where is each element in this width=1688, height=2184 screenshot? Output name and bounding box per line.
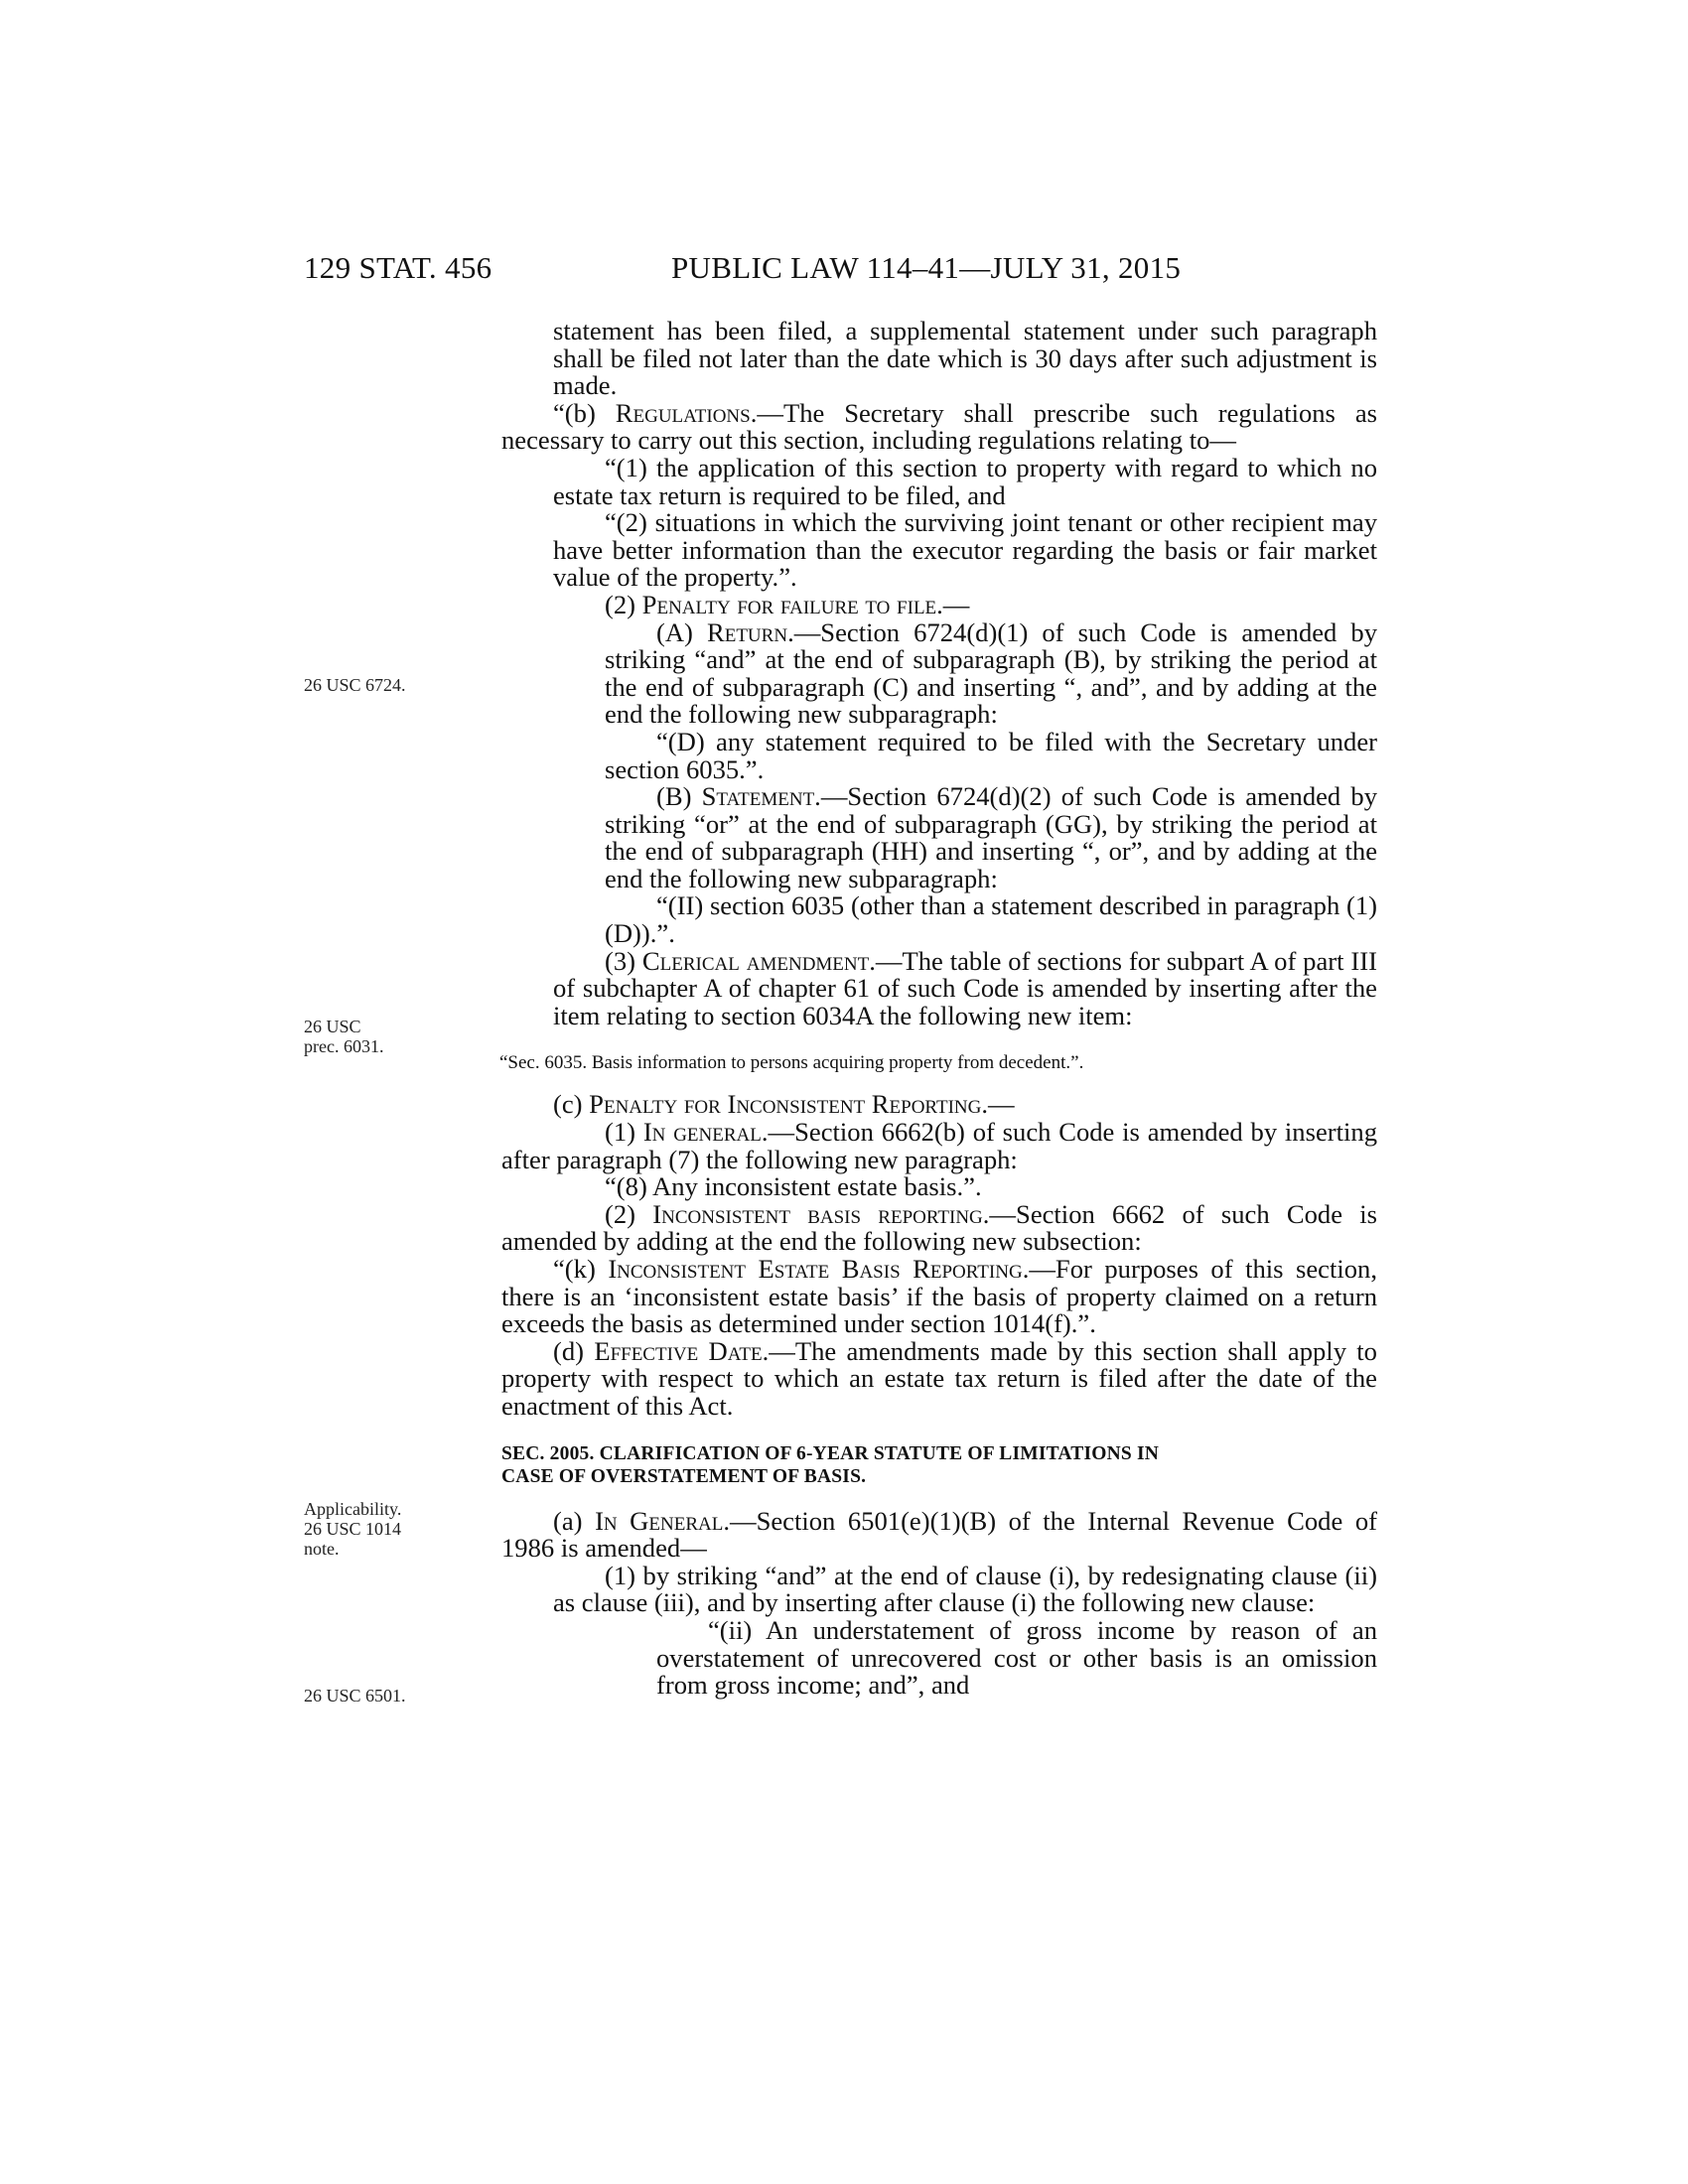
section-2005-heading — [501, 1442, 1377, 1488]
margin-note-line: prec. 6031. — [304, 1036, 384, 1056]
paragraph-b2: “(2) situations in which the surviving joint tenant or other recipient may have better information than the executor regarding the basis or fair market value of the property.”. — [553, 507, 1377, 593]
paragraph-8-inserted: “(8) Any inconsistent estate basis.”. — [605, 1171, 982, 1202]
paragraph-c1-in-general — [501, 1119, 1377, 1173]
paragraph-text: .—The amendments made by this section shall apply to property with respect to which an estate tax return is filed after the date of the enactment of this Act. — [501, 1335, 1377, 1421]
subsection-k-inserted — [501, 1256, 1377, 1338]
paragraph-label: (B) — [656, 781, 702, 812]
paragraph-heading: Clerical amendment — [641, 945, 870, 976]
subsection-d-effective-date — [501, 1335, 1377, 1421]
subsection-c-penalty — [501, 1091, 1377, 1119]
subparagraph-b-statement — [501, 783, 1377, 892]
paragraph-text: .—Section 6501(e)(1)(B) of the Internal Revenue Code of 1986 is amended— — [501, 1505, 1377, 1564]
paragraph-label: (a) — [553, 1505, 596, 1536]
paragraph-c2-inconsistent — [501, 1198, 1377, 1257]
subsection-a-in-general — [501, 1505, 1377, 1564]
paragraph-text: .—Section 6662(b) of such Code is amended by inserting after paragraph (7) the following new paragraph: — [501, 1117, 1377, 1174]
paragraph-text: .—Section 6724(d)(1) of such Code is amended by striking “and” at the end of subparagraph (B), by striking the period at the end of subparagraph (C) and inserting “, and”, and by adding at the end the following new subparagraph: — [605, 616, 1377, 730]
paragraph-label: (c) — [553, 1089, 590, 1120]
continuation-paragraph: statement has been filed, a supplemental statement under such paragraph shall be filed not later than the date which is 30 days after such adjustment is made. — [553, 316, 1377, 401]
margin-note-line: note. — [304, 1539, 340, 1559]
stat-page-reference: 129 STAT. 456 — [304, 250, 492, 285]
paragraph-label: “(b) — [553, 397, 616, 428]
subparagraph-d-inserted: “(D) any statement required to be filed with the Secretary under section 6035.”. — [605, 726, 1377, 784]
paragraph-heading: In general — [642, 1117, 762, 1148]
paragraph-label: (3) — [605, 945, 642, 976]
margin-note-line: 26 USC — [304, 1017, 361, 1036]
paragraph-2-penalty — [501, 589, 1377, 619]
margin-note-usc-prec-6031 — [304, 1017, 453, 1056]
paragraph-label: (A) — [656, 616, 707, 647]
section-heading-line: CASE OF OVERSTATEMENT OF BASIS. — [501, 1465, 867, 1487]
paragraph-heading: Penalty for Inconsistent Reporting — [589, 1089, 982, 1120]
paragraph-heading: Statement — [701, 781, 815, 812]
paragraph-heading: Effective Date — [594, 1335, 763, 1366]
page-header — [304, 250, 1386, 290]
paragraph-text: .—The Secretary shall prescribe such regulations as necessary to carry out this section, including regulations relating to— — [501, 397, 1377, 456]
subsection-b-regulations — [501, 397, 1377, 456]
running-head-law-title: PUBLIC LAW 114–41—JULY 31, 2015 — [671, 250, 1182, 285]
paragraph-b1: “(1) the application of this section to property with regard to which no estate tax return is required to be filed, and — [553, 452, 1377, 510]
margin-note-applicability — [304, 1499, 453, 1559]
paragraph-label: (d) — [553, 1335, 595, 1366]
margin-note-line: 26 USC 1014 — [304, 1519, 402, 1539]
paragraph-text: .—The table of sections for subpart A of part III of subchapter A of chapter 61 of such Code is amended by inserting after the item relating to section 6034A the following new item: — [553, 945, 1377, 1030]
statute-text-column — [501, 318, 1377, 1700]
margin-note-line: Applicability. — [304, 1499, 402, 1519]
paragraph-heading: Inconsistent Estate Basis Reporting — [608, 1254, 1023, 1284]
paragraph-text: .—Section 6662 of such Code is amended by adding at the end the following new subsection: — [501, 1198, 1377, 1257]
paragraph-a1: (1) by striking “and” at the end of clause (i), by redesignating clause (ii) as clause (iii), and by inserting after clause (i) the following new clause: — [553, 1560, 1377, 1618]
paragraph-heading: Return — [706, 616, 788, 647]
paragraph-text: .—For purposes of this section, there is an ‘inconsistent estate basis’ if the basis of property claimed on a return exceeds the basis as determined under section 1014(f).”. — [501, 1254, 1377, 1339]
paragraph-label: (1) — [605, 1117, 643, 1148]
paragraph-text: .— — [936, 589, 970, 619]
margin-note-usc-6724: 26 USC 6724. — [304, 675, 406, 695]
section-heading-line: SEC. 2005. CLARIFICATION OF 6-YEAR STATUTE OF LIMITATIONS IN — [501, 1442, 1160, 1464]
paragraph-heading: In General — [595, 1505, 724, 1536]
subparagraph-a-return — [501, 616, 1377, 730]
paragraph-3-clerical — [501, 945, 1377, 1030]
paragraph-heading: Inconsistent basis reporting — [652, 1198, 983, 1229]
margin-note-usc-6501: 26 USC 6501. — [304, 1686, 406, 1706]
table-of-sections-item: “Sec. 6035. Basis information to persons acquiring property from decedent.”. — [499, 1052, 1084, 1074]
paragraph-label: “(k) — [553, 1254, 609, 1284]
paragraph-text: .—Section 6724(d)(2) of such Code is amended by striking “or” at the end of subparagraph (GG), by striking the period at the end of subparagraph (HH) and inserting “, or”, and by adding at the end the following new subparagraph: — [605, 781, 1377, 893]
clause-ii-inserted: “(ii) An understatement of gross income by reason of an overstatement of unrecovered cost or other basis is an omission from gross income; and”, and — [656, 1614, 1377, 1701]
paragraph-heading: Regulations — [615, 397, 751, 428]
subparagraph-ii-inserted: “(II) section 6035 (other than a statement described in paragraph (1)(D)).”. — [605, 890, 1377, 949]
paragraph-heading: Penalty for failure to file — [641, 589, 937, 619]
paragraph-text: .— — [981, 1089, 1015, 1120]
paragraph-label: (2) — [605, 589, 642, 619]
paragraph-label: (2) — [605, 1198, 653, 1229]
